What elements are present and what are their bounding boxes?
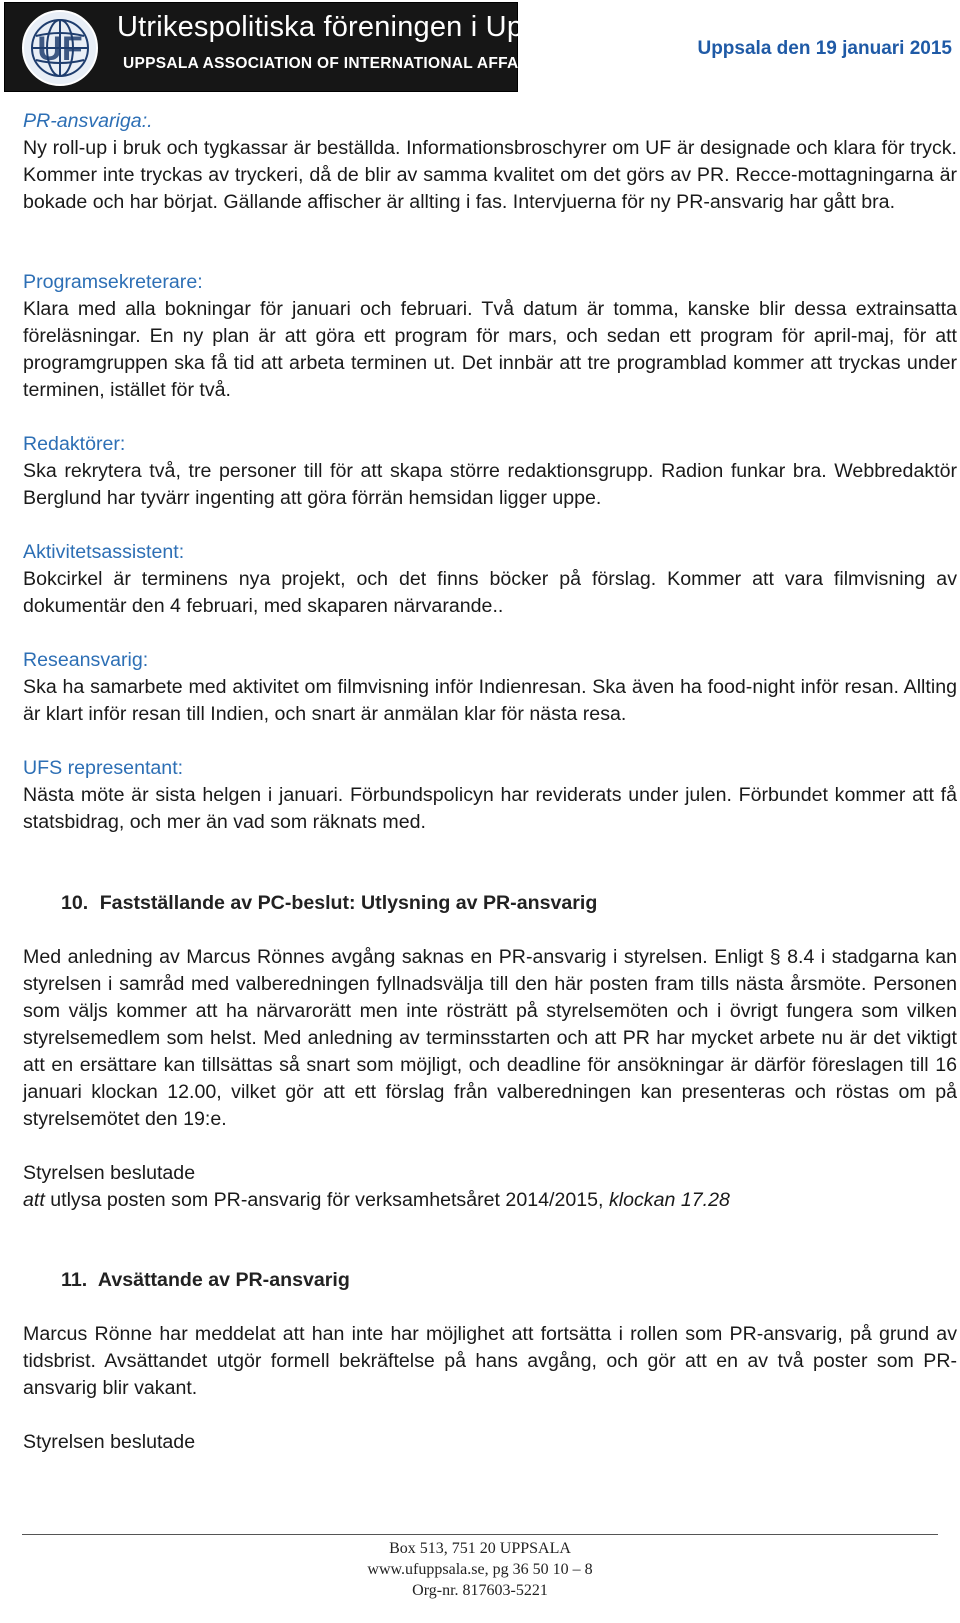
agenda-item-10-decision	[23, 1160, 957, 1214]
agenda-item-11-title: Avsättande av PR-ansvarig	[97, 1269, 350, 1291]
section-text-aktivitet: Bokcirkel är terminens nya projekt, och det finns böcker på förslag. Kommer att vara filmvisning av dokumentär den 4 februari, med skaparen närvarande..	[23, 568, 957, 617]
section-label-resa: Reseansvarig:	[23, 649, 149, 671]
section-label-redaktorer: Redaktörer:	[23, 433, 126, 455]
agenda-item-10-text: Med anledning av Marcus Rönnes avgång saknas en PR-ansvarig i styrelsen. Enligt § 8.4 i stadgarna kan styrelsen i samråd med valberedningen fyllnadsvälja till den här posten fram tills nästa årsmöte. Personen som väljs kommer att ha närvarorätt men inte rösträtt på styrelsemöten och i övrigt fungera som vilken styrelsemedlem som helst. Med anledning av terminsstarten och att PR har mycket arbete nu är det viktigt att en ersättare kan tillsättas så snart som möjligt, och deadline för ansökningar är därför föreslagen till 16 januari klockan 12.00, vilket gör att ett förslag från valberedningen kan presenteras och röstas om på styrelsemötet den 19:e.	[23, 946, 957, 1130]
section-text-pr: Ny roll-up i bruk och tygkassar är beställda. Informationsbroschyrer om UF är designade och klara för tryck. Kommer inte tryckas av tryckeri, då de blir av samma kvalitet om det görs av PR. Recce-mottagningarna är bokade och har börjat. Gällande affischer är allting i fas. Intervjuerna för ny PR-ansvarig har gått bra.	[23, 137, 957, 213]
decision-time: klockan 17.28	[608, 1189, 730, 1211]
section-pr	[23, 108, 957, 216]
decision-intro-11: Styrelsen beslutade	[23, 1431, 196, 1453]
section-text-resa: Ska ha samarbete med aktivitet om filmvisning inför Indienresan. Ska även ha food-night inför resan. Allting är klart inför resan till Indien, och snart är anmälan klar för nästa resa.	[23, 676, 957, 725]
decision-body: utlysa posten som PR-ansvarig för verksamhetsåret 2014/2015,	[44, 1189, 609, 1211]
section-resa	[23, 647, 957, 728]
section-program	[23, 269, 957, 404]
footer-divider	[22, 1534, 938, 1535]
logo-banner	[4, 2, 594, 92]
section-label-program: Programsekreterare:	[23, 271, 203, 293]
footer-web: www.ufuppsala.se, pg 36 50 10 – 8	[367, 1561, 593, 1578]
page-footer	[0, 1538, 960, 1601]
decision-att: att	[23, 1189, 45, 1211]
section-label-aktivitet: Aktivitetsassistent:	[23, 541, 185, 563]
organization-name-english: UPPSALA ASSOCIATION OF INTERNATIONAL AFFAIRS	[123, 55, 546, 72]
section-label-ufs: UFS representant:	[23, 757, 184, 779]
organization-name: Utrikespolitiska föreningen i Uppsala	[117, 11, 594, 43]
document-body	[23, 108, 957, 1456]
document-date: Uppsala den 19 januari 2015	[697, 38, 952, 59]
decision-intro-10: Styrelsen beslutade	[23, 1162, 196, 1184]
section-text-redaktorer: Ska rekrytera två, tre personer till för att skapa större redaktionsgrupp. Radion funkar bra. Webbredaktör Berglund har tyvärr ingenting att göra förrän hemsidan ligger uppe.	[23, 460, 957, 509]
agenda-item-11-heading	[23, 1267, 957, 1294]
section-redaktorer	[23, 431, 957, 512]
section-label-pr: PR-ansvariga:.	[23, 110, 153, 132]
agenda-item-11-text: Marcus Rönne har meddelat att han inte har möjlighet att fortsätta i rollen som PR-ansvarig, på grund av tidsbrist. Avsättandet utgör formell bekräftelse på hans avgång, och gör att en av två poster som PR-ansvarig blir vakant.	[23, 1323, 957, 1399]
section-text-program: Klara med alla bokningar för januari och februari. Två datum är tomma, kanske blir dessa extrainsatta föreläsningar. En ny plan är att göra ett program för mars, och sedan ett program för april-maj, för att programgruppen ska få tid att arbeta terminen ut. Det innbär att tre programblad kommer att tryckas under terminen, istället för två.	[23, 298, 957, 401]
decision-text-10	[23, 1187, 957, 1214]
agenda-item-10-heading	[23, 890, 957, 917]
logo-mark-text: UF	[37, 30, 83, 68]
globe-logo-icon	[19, 8, 101, 88]
section-aktivitet	[23, 539, 957, 620]
footer-address: Box 513, 751 20 UPPSALA	[389, 1540, 571, 1557]
agenda-item-10-number: 10.	[61, 892, 89, 914]
agenda-item-11-number: 11.	[61, 1269, 88, 1291]
footer-org-number: Org-nr. 817603-5221	[412, 1582, 548, 1599]
agenda-item-10-title: Fastställande av PC-beslut: Utlysning av PR-ansvarig	[99, 892, 598, 914]
section-text-ufs: Nästa möte är sista helgen i januari. Förbundspolicyn har reviderats under julen. Förbundet kommer att få statsbidrag, och mer än vad som räknats med.	[23, 784, 957, 833]
section-ufs	[23, 755, 957, 836]
